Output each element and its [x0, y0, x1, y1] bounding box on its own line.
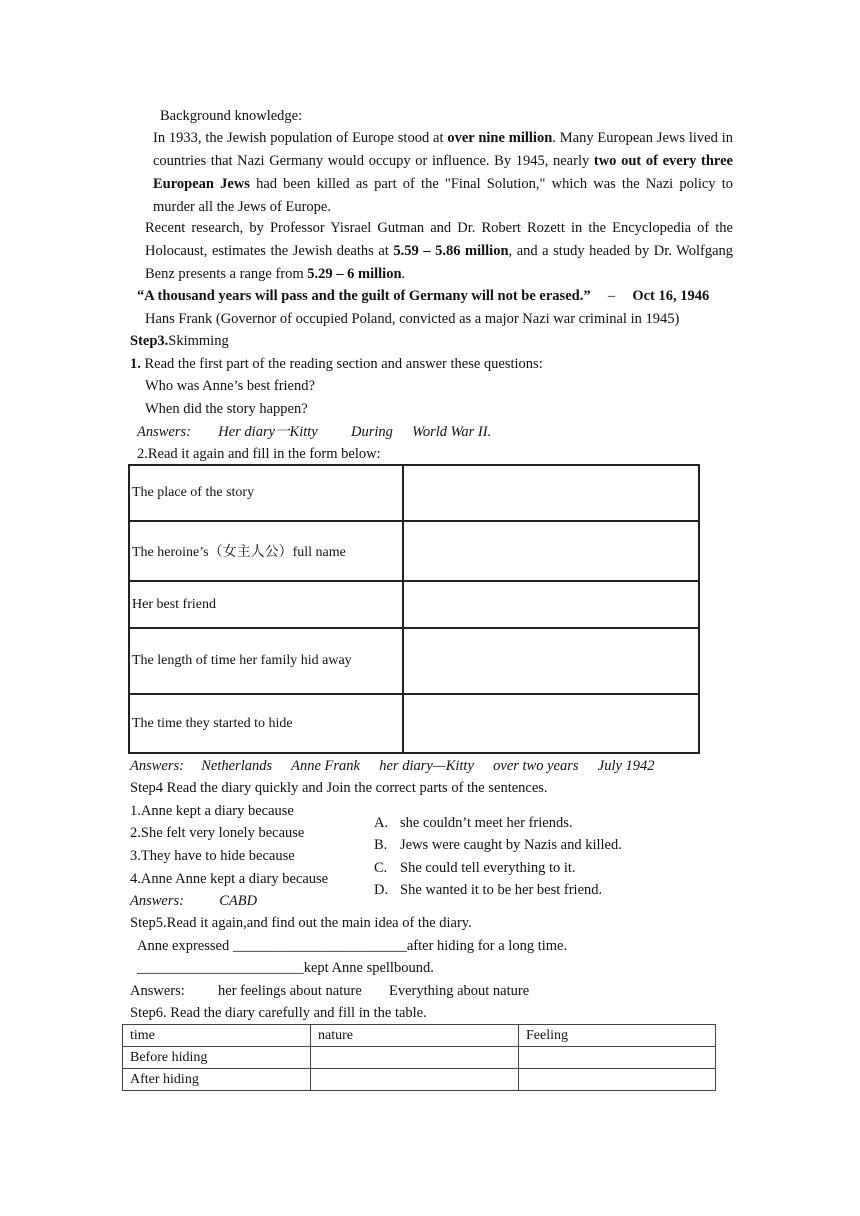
option-d: D. She wanted it to be her best friend.	[374, 882, 603, 898]
sentence-start-2: 2.She felt very lonely because	[130, 825, 305, 841]
form-label: The time they started to hide	[129, 694, 403, 753]
blank-line[interactable]: _______________________	[137, 960, 304, 976]
table-cell[interactable]	[519, 1069, 716, 1091]
form-row	[129, 521, 699, 581]
header-time: time	[123, 1025, 311, 1047]
form-label: Her best friend	[129, 581, 403, 628]
sentence-start-3: 3.They have to hide because	[130, 848, 295, 864]
form-answer-cell[interactable]	[403, 694, 699, 753]
quote-text: “A thousand years will pass and the guilt of Germany will not be erased.”	[137, 288, 591, 304]
sentence-start-4: 4.Anne Anne kept a diary because	[130, 871, 329, 887]
form-row	[129, 694, 699, 753]
blank-line[interactable]: ________________________	[232, 938, 407, 954]
step3-question-2: 2.Read it again and fill in the form below:	[137, 446, 381, 462]
step3-question-1: 1. Read the first part of the reading section and answer these questions:	[130, 356, 543, 372]
step4-answers: Answers: CABD	[130, 893, 258, 909]
background-heading: Background knowledge:	[160, 108, 303, 124]
form-answer-cell[interactable]	[403, 465, 699, 521]
table-cell[interactable]	[519, 1047, 716, 1069]
form-answer-cell[interactable]	[403, 628, 699, 694]
form-answer-cell[interactable]	[403, 521, 699, 581]
quote-date: Oct 16, 1946	[632, 288, 710, 304]
background-paragraph-2: Recent research, by Professor Yisrael Gutman and Dr. Robert Rozett in the Encyclopedia of the Holocaust, estimates the Jewish deaths at 5.59 – 5.86 million, and a study headed by Dr. Wolfgang Benz presents a range from 5.29 – 6 million.	[145, 220, 733, 282]
form-row	[129, 465, 699, 521]
table-row	[123, 1069, 716, 1091]
step5-sentence-1: Anne expressed ________________________after hiding for a long time.	[137, 938, 568, 954]
form-row	[129, 628, 699, 694]
table-cell[interactable]	[311, 1069, 519, 1091]
form-answer-cell[interactable]	[403, 581, 699, 628]
quote-separator: –	[607, 288, 616, 304]
step4-title: Step4 Read the diary quickly and Join the correct parts of the sentences.	[130, 780, 548, 796]
quote-line	[137, 286, 709, 306]
row-label: Before hiding	[123, 1047, 311, 1069]
header-nature: nature	[311, 1025, 519, 1047]
option-a: A. she couldn’t meet her friends.	[374, 815, 573, 831]
step5-title: Step5.Read it again,and find out the main idea of the diary.	[130, 915, 472, 931]
table-header-row	[123, 1025, 716, 1047]
step6-title: Step6. Read the diary carefully and fill in the table.	[130, 1005, 427, 1021]
header-feeling: Feeling	[519, 1025, 716, 1047]
step5-sentence-2: _______________________kept Anne spellbound.	[137, 960, 434, 976]
form-label: The length of time her family hid away	[129, 628, 403, 694]
sentence-start-1: 1.Anne kept a diary because	[130, 803, 294, 819]
form-label: The place of the story	[129, 465, 403, 521]
background-paragraph-1: In 1933, the Jewish population of Europe stood at over nine million. Many European Jews lived in countries that Nazi Germany would occupy or influence. By 1945, nearly two out of every three European Jews had been killed as part of the "Final Solution," which was the Nazi policy to murder all the Jews of Europe.	[153, 130, 733, 215]
form-label: The heroine’s（女主人公）full name	[129, 521, 403, 581]
step3-answers-1: Answers: Her diary一Kitty During World War II.	[137, 424, 492, 440]
row-label: After hiding	[123, 1069, 311, 1091]
story-form-table	[128, 464, 700, 754]
quote-attribution: Hans Frank (Governor of occupied Poland, convicted as a major Nazi war criminal in 1945)	[145, 311, 680, 327]
option-b: B. Jews were caught by Nazis and killed.	[374, 837, 622, 853]
nature-feeling-table	[122, 1024, 716, 1091]
table-cell[interactable]	[311, 1047, 519, 1069]
form-row	[129, 581, 699, 628]
step3-question-1a: Who was Anne’s best friend?	[145, 378, 315, 394]
form-answers: Answers: Netherlands Anne Frank her diary—Kitty over two years July 1942	[130, 758, 655, 774]
step3-title: Step3.Skimming	[130, 333, 229, 349]
step3-question-1b: When did the story happen?	[145, 401, 308, 417]
step5-answers: Answers: her feelings about nature Everything about nature	[130, 983, 530, 999]
option-c: C. She could tell everything to it.	[374, 860, 576, 876]
table-row	[123, 1047, 716, 1069]
